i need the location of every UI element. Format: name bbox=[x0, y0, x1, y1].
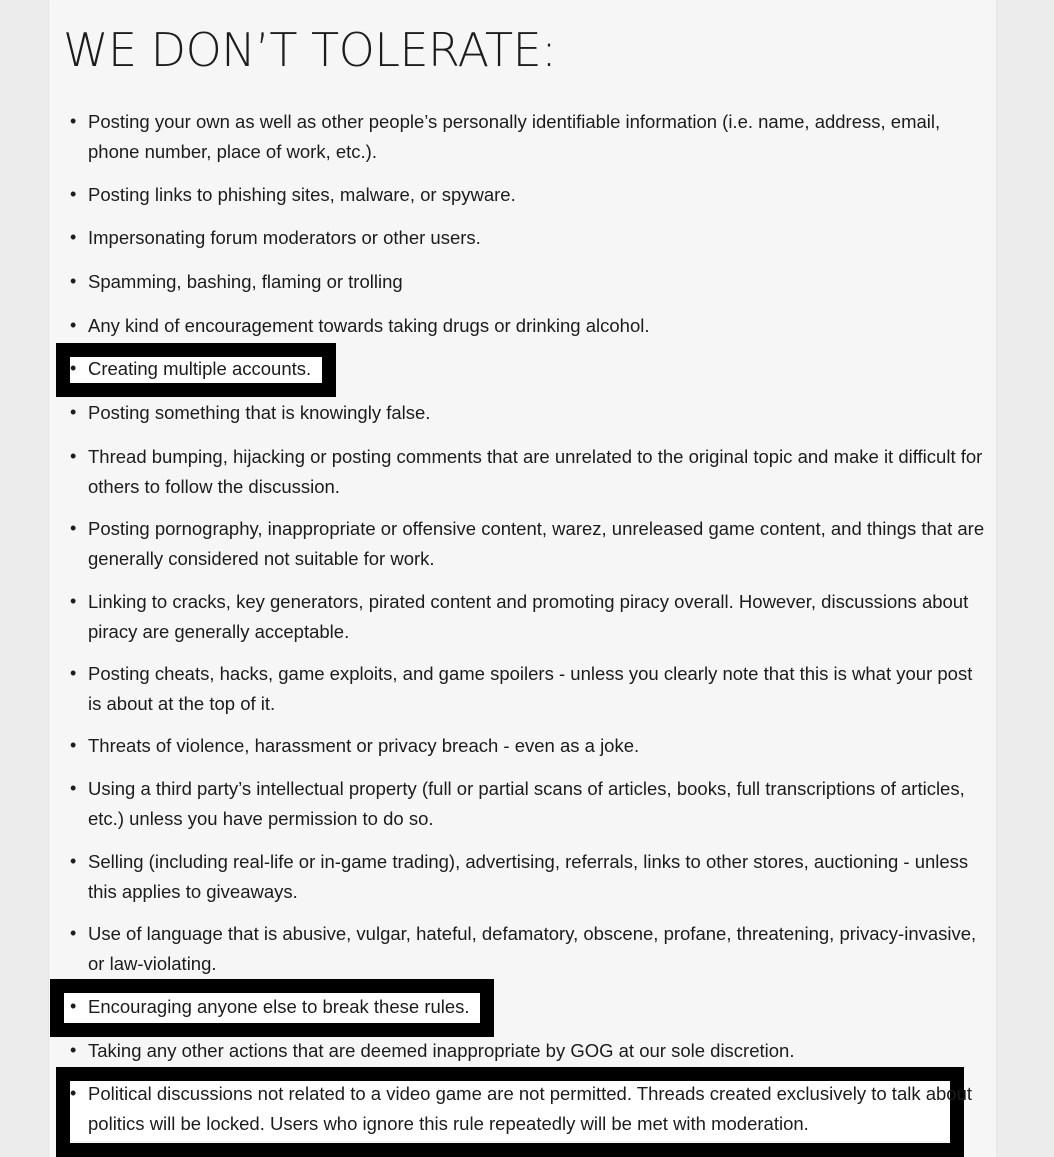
bullet-icon: • bbox=[70, 315, 77, 335]
rules-panel bbox=[49, 0, 996, 1157]
rule-text: Threats of violence, harassment or privacy breach - even as a joke. bbox=[88, 735, 640, 756]
page-heading: WE DON’T TOLERATE: bbox=[63, 23, 557, 77]
rule-text: Using a third party’s intellectual property (full or partial scans of articles, books, full transcriptions of articles, etc.) unless you have permission to do so. bbox=[88, 778, 965, 829]
bullet-icon: • bbox=[70, 735, 77, 755]
rule-text: Any kind of encouragement towards taking drugs or drinking alcohol. bbox=[88, 315, 650, 336]
rule-text: Creating multiple accounts. bbox=[88, 358, 312, 379]
rule-text: Spamming, bashing, flaming or trolling bbox=[88, 271, 403, 292]
rule-text: Selling (including real-life or in-game trading), advertising, referrals, links to other stores, auctioning - unless this applies to giveaways. bbox=[88, 851, 969, 902]
rule-text: Posting cheats, hacks, game exploits, and game spoilers - unless you clearly note that this is what your post is about at the top of it. bbox=[88, 663, 973, 714]
bullet-icon: • bbox=[70, 851, 77, 871]
bullet-icon: • bbox=[70, 446, 77, 466]
rule-text: Posting something that is knowingly false. bbox=[88, 402, 431, 423]
bullet-icon: • bbox=[70, 184, 77, 204]
bullet-icon: • bbox=[70, 663, 77, 683]
bullet-icon: • bbox=[70, 518, 77, 538]
bullet-icon: • bbox=[70, 1083, 77, 1103]
bullet-icon: • bbox=[70, 591, 77, 611]
bullet-icon: • bbox=[70, 778, 77, 798]
rule-text: Impersonating forum moderators or other users. bbox=[88, 227, 481, 248]
bullet-icon: • bbox=[70, 996, 77, 1016]
bullet-icon: • bbox=[70, 402, 77, 422]
rule-text: Use of language that is abusive, vulgar, hateful, defamatory, obscene, profane, threatening, privacy-invasive, or law-violating. bbox=[88, 923, 977, 974]
rule-text: Thread bumping, hijacking or posting comments that are unrelated to the original topic and make it difficult for others to follow the discussion. bbox=[88, 446, 983, 497]
rule-text: Posting pornography, inappropriate or offensive content, warez, unreleased game content, and things that are generally considered not suitable for work. bbox=[88, 518, 985, 569]
rule-text: Taking any other actions that are deemed inappropriate by GOG at our sole discretion. bbox=[88, 1040, 795, 1061]
rule-text: Linking to cracks, key generators, pirated content and promoting piracy overall. However, discussions about piracy are generally acceptable. bbox=[88, 591, 969, 642]
rule-text: Posting links to phishing sites, malware, or spyware. bbox=[88, 184, 516, 205]
rule-text: Political discussions not related to a video game are not permitted. Threads created exclusively to talk about politics will be locked. Users who ignore this rule repeatedly will be met with moderation. bbox=[88, 1083, 973, 1134]
bullet-icon: • bbox=[70, 1040, 77, 1060]
bullet-icon: • bbox=[70, 923, 77, 943]
rule-text: Posting your own as well as other people’s personally identifiable information (i.e. name, address, email, phone number, place of work, etc.). bbox=[88, 111, 941, 162]
bullet-icon: • bbox=[70, 271, 77, 291]
bullet-icon: • bbox=[70, 111, 77, 131]
rule-text: Encouraging anyone else to break these rules. bbox=[88, 996, 470, 1017]
bullet-icon: • bbox=[70, 227, 77, 247]
bullet-icon: • bbox=[70, 358, 77, 378]
